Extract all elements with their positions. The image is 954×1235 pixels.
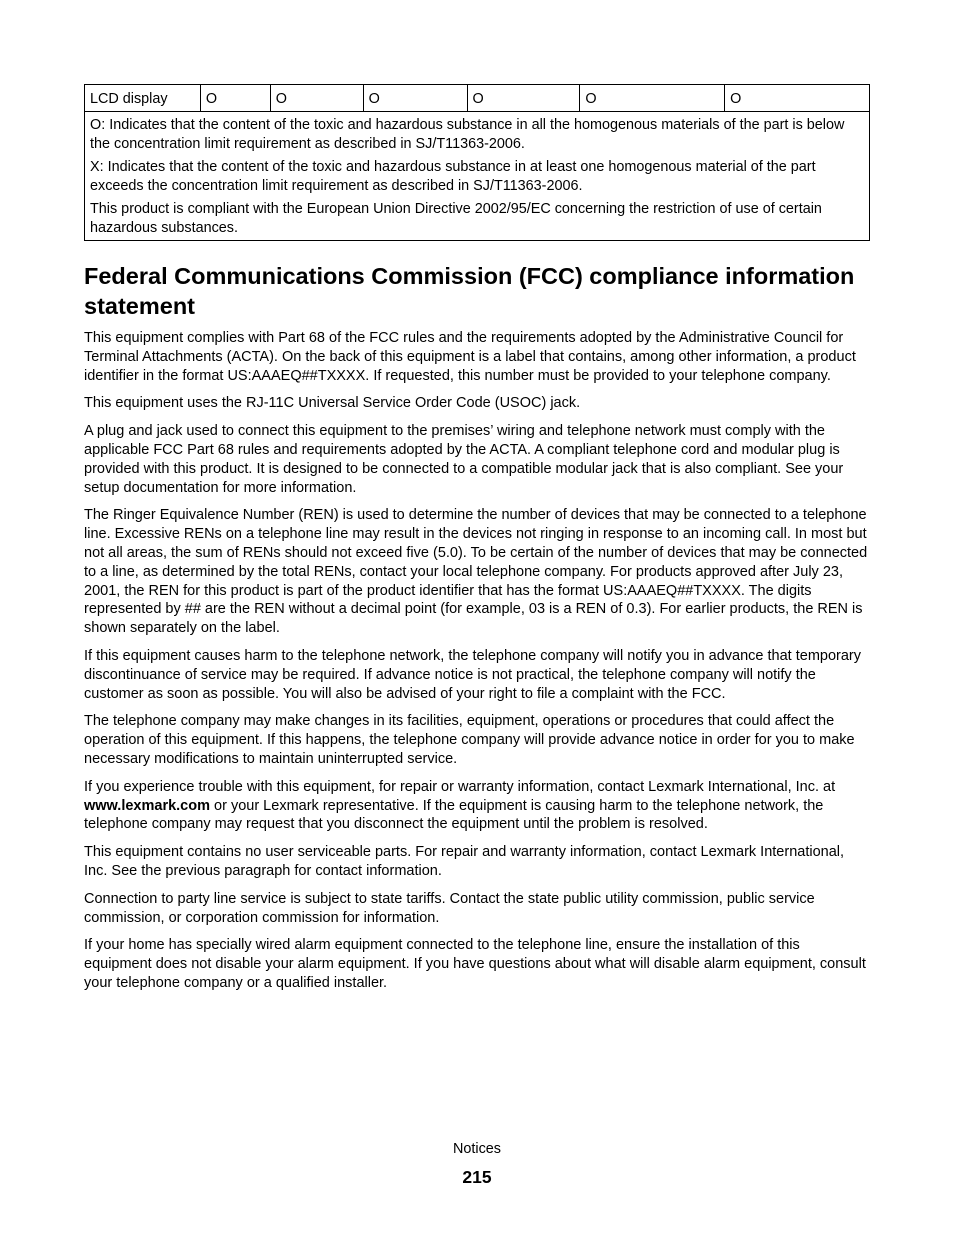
paragraph-contact <box>84 778 870 834</box>
paragraph: The Ringer Equivalence Number (REN) is used to determine the number of devices that may be connected to a telephone line. Excessive RENs on a telephone line may result in the devices not ringing in response to an incoming call. In most but not all areas, the sum of RENs should not exceed five (5.0). To be certain of the number of devices that may be connected to a line, as determined by the total RENs, contact your local telephone company. For products approved after July 23, 2001, the REN for this product is part of the product identifier that has the format US:AAAEQ##TXXXX. The digits represented by ## are the REN without a decimal point (for example, 03 is a REN of 0.3). For earlier products, the REN is shown separately on the label. <box>84 507 868 637</box>
table-notes <box>85 112 870 241</box>
table-row <box>85 85 870 112</box>
row-label: LCD display <box>85 85 201 112</box>
paragraph: This equipment complies with Part 68 of the FCC rules and the requirements adopted by the Administrative Council for Terminal Attachments (ACTA). On the back of this equipment is a label that contains, among other information, a product identifier in the format US:AAAEQ##TXXXX. If requested, this number must be provided to your telephone company. <box>84 330 856 384</box>
table-cell: O <box>580 85 725 112</box>
footer-section-label: Notices <box>453 1141 501 1157</box>
table-cell: O <box>200 85 270 112</box>
paragraph: The telephone company may make changes in its facilities, equipment, operations or procedures that could affect the operation of this equipment. If this happens, the telephone company will provide advance notice in order for you to make necessary modifications to maintain uninterrupted service. <box>84 713 855 767</box>
paragraph: If your home has specially wired alarm equipment connected to the telephone line, ensure the installation of this equipment does not disable your alarm equipment. If you have questions about what will disable alarm equipment, consult your telephone company or a qualified installer. <box>84 937 866 991</box>
page-content <box>84 84 870 1002</box>
table-cell: O <box>363 85 467 112</box>
paragraph-text: or your Lexmark representative. If the equipment is causing harm to the telephone network, the telephone company may request that you disconnect the equipment until the problem is resolved. <box>84 797 824 833</box>
paragraph-text: If you experience trouble with this equipment, for repair or warranty information, contact Lexmark International, Inc. at <box>84 778 836 795</box>
table-cell: O <box>270 85 363 112</box>
paragraph: This equipment contains no user serviceable parts. For repair and warranty information, contact Lexmark International, Inc. See the previous paragraph for contact information. <box>84 844 845 879</box>
note-x: X: Indicates that the content of the toxic and hazardous substance in at least one homogenous material of the part exceeds the concentration limit requirement as described in SJ/T11363-2006. <box>90 159 816 194</box>
paragraph: Connection to party line service is subject to state tariffs. Contact the state public utility commission, public service commission, or corporation commission for information. <box>84 890 815 926</box>
table-cell: O <box>725 85 870 112</box>
note-eu-directive: This product is compliant with the European Union Directive 2002/95/EC concerning the restriction of use of certain hazardous substances. <box>90 201 822 236</box>
paragraph: If this equipment causes harm to the telephone network, the telephone company will notify you in advance that temporary discontinuance of service may be required. If advance notice is not practical, the telephone company will notify the customer as soon as possible. You will also be advised of your right to file a complaint with the FCC. <box>84 647 862 702</box>
note-o: O: Indicates that the content of the toxic and hazardous substance in all the homogenous materials of the part is below the concentration limit requirement as described in SJ/T11363-2006. <box>90 117 845 152</box>
hazardous-substance-table <box>84 84 870 241</box>
table-cell: O <box>467 85 580 112</box>
page-number: 215 <box>462 1167 492 1187</box>
table-notes-row <box>85 112 870 241</box>
body-text <box>84 329 870 993</box>
paragraph: A plug and jack used to connect this equipment to the premises’ wiring and telephone network must comply with the applicable FCC Part 68 rules and requirements adopted by the ACTA. A compliant telephone cord and modular plug is provided with this product. It is designed to be connected to a compatible modular jack that is also compliant. See your setup documentation for more information. <box>84 423 844 496</box>
paragraph: This equipment uses the RJ-11C Universal Service Order Code (USOC) jack. <box>84 395 581 412</box>
lexmark-website-link[interactable]: www.lexmark.com <box>84 797 210 814</box>
section-heading: Federal Communications Commission (FCC) compliance information statement <box>84 263 855 319</box>
